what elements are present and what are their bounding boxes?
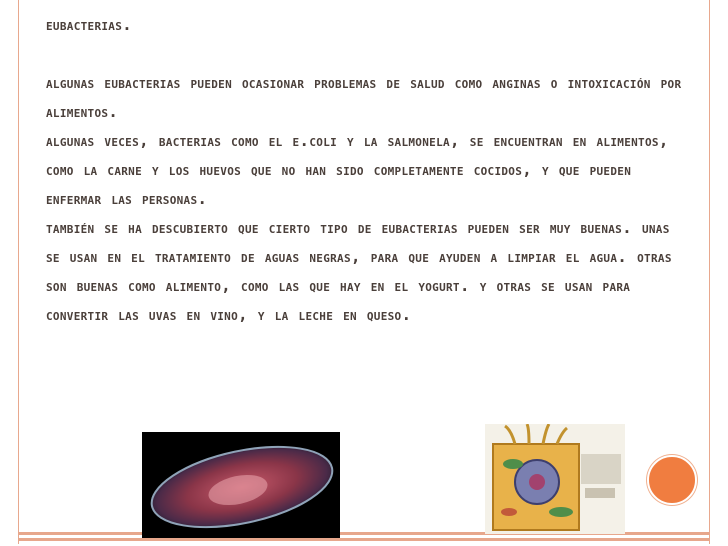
paragraph-1: algunas eubacterias pueden ocasionar problemas de salud como anginas o intoxicación por alimentos. xyxy=(46,73,682,121)
paramecium-illustration xyxy=(142,432,340,538)
cell-diagram-image xyxy=(485,424,625,534)
paragraph-2: algunas veces, bacterias como el e.coli y la salmonela, se encuentran en alimentos, como la carne y los huevos que no han sido completamente cocidos, y que pueden enfermar las personas. xyxy=(46,131,669,208)
slide-body xyxy=(46,10,686,329)
cell-illustration xyxy=(485,424,625,534)
footer-line-bottom xyxy=(18,538,710,541)
decorative-circle xyxy=(647,455,697,505)
paramecium-image xyxy=(142,432,340,538)
paragraph-3: también se ha descubierto que cierto tipo de eubacterias pueden ser muy buenas. unas se usan en el tratamiento de aguas negras, para que ayuden a limpiar el agua. otras son buenas como alimento, como las que hay en el yogurt. y otras se usan para convertir las uvas en vino, y la leche en queso. xyxy=(46,218,672,324)
slide-title: eubacterias. xyxy=(46,15,133,34)
